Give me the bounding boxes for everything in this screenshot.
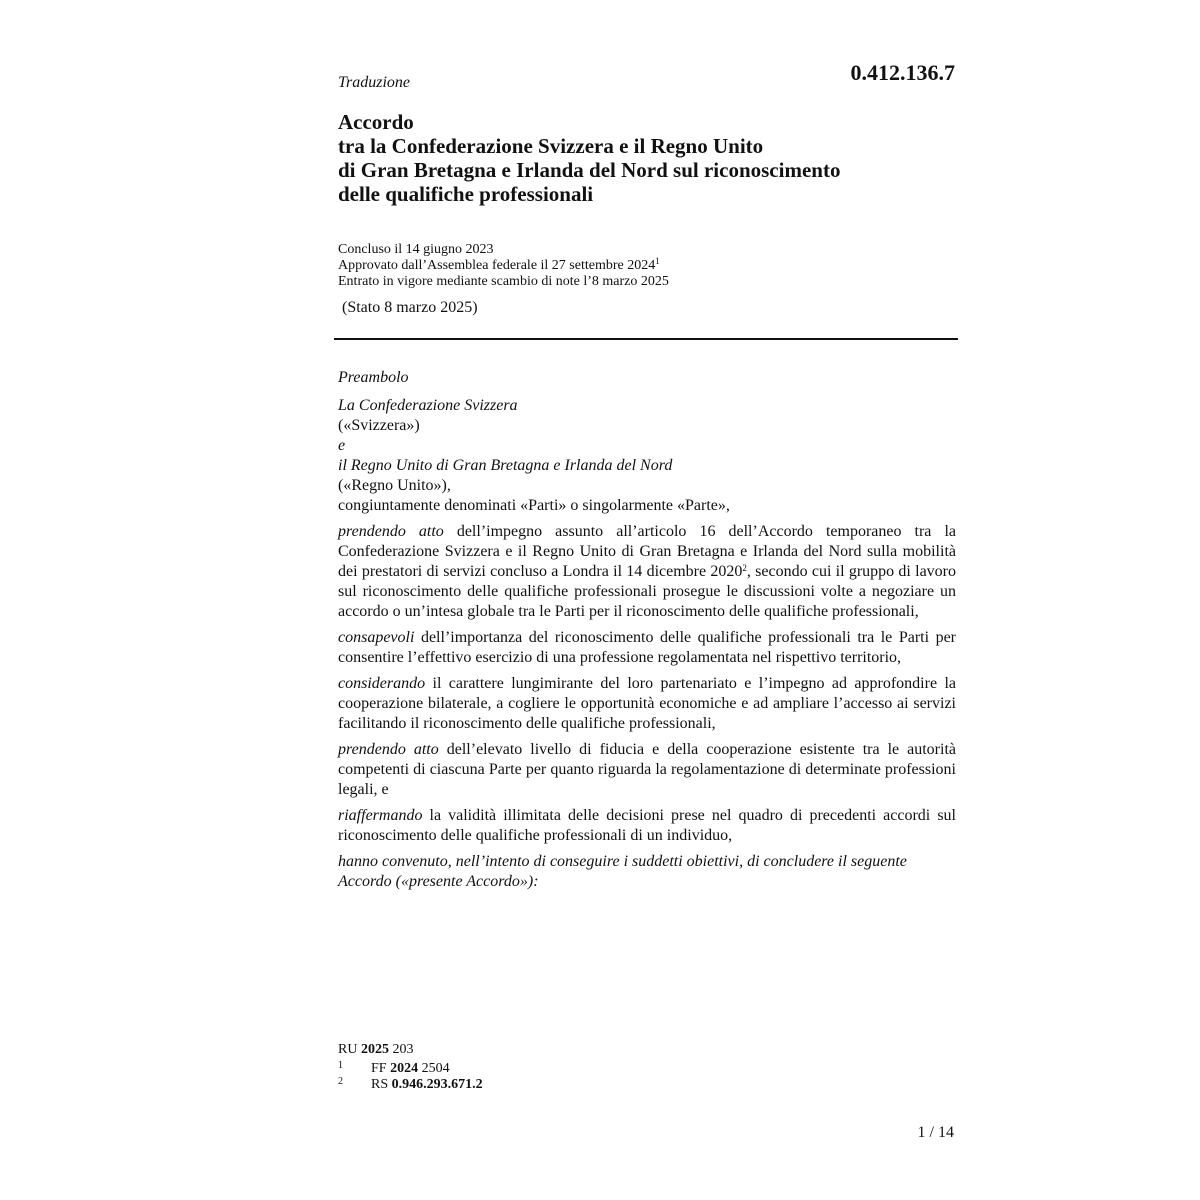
parties-block	[338, 396, 956, 516]
footnotes-section	[338, 1042, 483, 1093]
ru-prefix: RU	[338, 1042, 358, 1057]
footnote-prefix: FF	[371, 1061, 387, 1076]
footnote-prefix: RS	[371, 1077, 389, 1092]
document-title	[338, 110, 958, 206]
preamble-heading: Preambolo	[338, 369, 409, 386]
paragraph-text: dell’elevato livello di fiducia e della cooperazione esistente tra le autorità competenti di ciascuna Parte per quanto riguarda la regolamentazione di determinate professioni legali, e	[338, 741, 957, 798]
paragraph-text: dell’impegno assunto all’articolo 16 dell’Accordo temporaneo tra la Confederazione Svizzera e il Regno Unito di Gran Bretagna e Irlanda del Nord sulla mobilità dei prestatori di servizi concluso a Londra il 14 dicembre 2020	[338, 523, 956, 580]
party-2-short: («Regno Unito»),	[338, 477, 451, 494]
party-conjunction: e	[338, 437, 346, 454]
in-force-date: Entrato in vigore mediante scambio di note l’8 marzo 2025	[338, 274, 669, 289]
paragraph-text-cont: , secondo cui il gruppo di lavoro sul riconoscimento delle qualifiche professionali prosegue le discussioni volte a negoziare un accordo o un’intesa globale tra le Parti per il riconoscimento delle qualifiche professionali,	[338, 563, 957, 620]
ru-page: 203	[392, 1042, 414, 1057]
footnote-mark: 1	[338, 1060, 343, 1071]
preamble-paragraph	[338, 628, 956, 668]
footnote-bold: 2024	[390, 1061, 419, 1076]
paragraph-lead: consapevoli	[338, 629, 415, 646]
footnote-bold: 0.946.293.671.2	[391, 1077, 483, 1092]
footnote-mark: 2	[338, 1076, 343, 1087]
title-line: di Gran Bretagna e Irlanda del Nord sul riconoscimento	[338, 158, 841, 182]
paragraph-text: il carattere lungimirante del loro partenariato e l’impegno ad approfondire la cooperazione bilaterale, a cogliere le opportunità economiche e ad ampliare l’accesso ai servizi facilitando il riconoscimento delle qualifiche professionali,	[338, 675, 956, 732]
title-line: Accordo	[338, 110, 414, 134]
party-2-name: il Regno Unito di Gran Bretagna e Irlanda del Nord	[338, 457, 673, 474]
paragraph-lead: riaffermando	[338, 807, 423, 824]
party-1-name: La Confederazione Svizzera	[338, 397, 518, 414]
ru-year: 2025	[360, 1042, 389, 1057]
translation-label: Traduzione	[338, 74, 411, 91]
footnote-ref-2[interactable]: 2	[742, 563, 747, 573]
document-dates	[338, 242, 669, 290]
preamble-paragraph	[338, 806, 956, 846]
concluded-date: Concluso il 14 giugno 2023	[338, 242, 494, 257]
approved-date	[338, 258, 669, 274]
approved-date-text: Approvato dall’Assemblea federale il 27 settembre 2024	[338, 258, 656, 273]
header-divider	[334, 338, 958, 340]
parties-joint-definition: congiuntamente denominati «Parti» o singolarmente «Parte»,	[338, 497, 730, 514]
paragraph-lead: considerando	[338, 675, 426, 692]
footnote-2	[338, 1077, 483, 1093]
party-1-short: («Svizzera»)	[338, 417, 420, 434]
preamble-paragraph	[338, 674, 956, 734]
footnote-1	[338, 1061, 483, 1077]
preamble-paragraph	[338, 522, 956, 622]
title-line: tra la Confederazione Svizzera e il Regno Unito	[338, 134, 764, 158]
document-number: 0.412.136.7	[850, 60, 955, 85]
paragraph-text: dell’importanza del riconoscimento delle qualifiche professionali tra le Parti per consentire l’effettivo esercizio di una professione regolamentata nel rispettivo territorio,	[338, 629, 956, 666]
page-number: 1 / 14	[917, 1124, 954, 1141]
preamble-paragraph	[338, 740, 956, 800]
status-date: (Stato 8 marzo 2025)	[342, 299, 478, 316]
footnote-suffix: 2504	[421, 1061, 450, 1076]
preamble-section	[338, 368, 956, 892]
footnote-ref-1[interactable]: 1	[655, 256, 660, 266]
official-compilation-reference	[338, 1042, 483, 1058]
preamble-conclusion: hanno convenuto, nell’intento di conseguire i suddetti obiettivi, di concludere il seguente Accordo («presente Accordo»):	[338, 853, 907, 890]
title-line: delle qualifiche professionali	[338, 182, 594, 206]
paragraph-text: la validità illimitata delle decisioni prese nel quadro di precedenti accordi sul riconoscimento delle qualifiche professionali di un individuo,	[338, 807, 956, 844]
paragraph-lead: prendendo atto	[338, 741, 439, 758]
paragraph-lead: prendendo atto	[338, 523, 444, 540]
